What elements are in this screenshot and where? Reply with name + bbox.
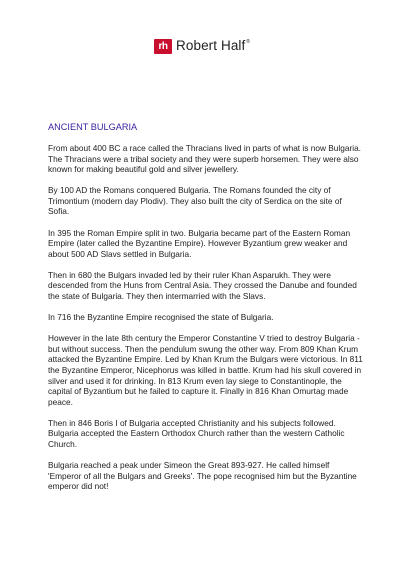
- paragraph-recognition: In 716 the Byzantine Empire recognised the state of Bulgaria.: [48, 312, 274, 323]
- rh-logo-mark: rh: [154, 39, 172, 54]
- paragraph-roman-split: In 395 the Roman Empire split in two. Bulgaria became part of the Eastern Roman Empire (later called the Byzantine Empire). However Byzantium grew weaker and about 500 AD Slavs settled in Bulgaria.: [48, 227, 351, 259]
- paragraph-thracians: From about 400 BC a race called the Thracians lived in parts of what is now Bulgaria. The Thracians were a tribal society and they were superb horsemen. They were also known for making beautiful gold and silver jewellery.: [48, 143, 361, 175]
- logo-wordmark: [176, 38, 250, 54]
- paragraph-simeon: Bulgaria reached a peak under Simeon the Great 893-927. He called himself 'Emperor of all the Bulgars and Greeks'. The pope recognised him but the Byzantine emperor did not!: [48, 460, 357, 492]
- logo-name: Robert Half: [176, 38, 246, 53]
- robert-half-logo: [154, 38, 250, 54]
- paragraph-khan-krum: However in the late 8th century the Emperor Constantine V tried to destroy Bulgaria - but without success. Then the pendulum swung the other way. From 809 Khan Krum attacked the Byzantine Empire. Led by Khan Krum the Bulgars were victorious. In 811 the Byzantine Emperor, Nicephorus was killed in battle. Krum had his skull covered in silver and used it for drinking. In 813 Krum even lay siege to Constantinople, the capital of Byzantium but he failed to capture it. Finally in 816 Khan Omurtag made peace.: [48, 333, 363, 407]
- paragraph-romans: By 100 AD the Romans conquered Bulgaria. The Romans founded the city of Trimontium (modern day Plodiv). They also built the city of Serdica on the site of Sofia.: [48, 185, 342, 217]
- registered-mark: ®: [246, 39, 251, 45]
- paragraph-bulgars-invade: Then in 680 the Bulgars invaded led by their ruler Khan Asparukh. They were descended from the Huns from Central Asia. They crossed the Danube and founded the state of Bulgaria. They then intermarried with the Slavs.: [48, 269, 357, 302]
- document-heading: ANCIENT BULGARIA: [48, 122, 138, 132]
- paragraph-christianity: Then in 846 Boris I of Bulgaria accepted Christianity and his subjects followed. Bulgaria accepted the Eastern Orthodox Church rather than the western Catholic Church.: [48, 417, 345, 450]
- document-body: [48, 122, 364, 502]
